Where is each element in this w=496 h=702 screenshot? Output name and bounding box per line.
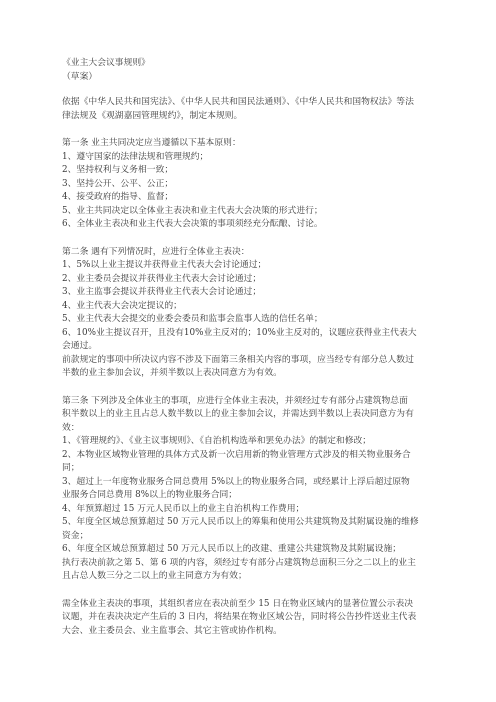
text-line: 3、超过上一年度物业服务合同总费用 5%以上的物业服务合同，或经累计上浮后超过原物 xyxy=(62,476,410,487)
text-line: 半数的业主参加会议，并须半数以上表决同意方为有效。 xyxy=(62,368,282,378)
article-1 xyxy=(62,137,448,232)
text-line: 6、年度全区域总预算超过 50 万元人民币以上的改建、重建公共建筑物及其附属设施； xyxy=(62,544,402,554)
text-line: 1、5%以上业主提议并获得业主代表大会讨论通过； xyxy=(62,260,267,270)
text-line: 律法规及《观湖嘉园管理规约》，制定本规则。 xyxy=(62,110,243,121)
text-line: 4、年预算超过 15 万元人民币以上的业主自治机构工作费用； xyxy=(62,503,305,514)
article-3 xyxy=(62,395,448,584)
text-line: 1、《管理规约》、《业主议事规则》、《自治机构选举和罢免办法》的制定和修改； xyxy=(62,436,372,446)
text-line: 效： xyxy=(62,422,80,433)
text-line: 1、遵守国家的法律法规和管理规约； xyxy=(62,151,209,162)
text-line: 同； xyxy=(62,463,80,473)
text-line: 资金； xyxy=(62,530,89,541)
text-line: 2、本物业区域物业管理的具体方式及新一次启用新的物业管理方式涉及的相关物业服务合 xyxy=(62,449,411,460)
text-line: 且占总人数三分之二以上的业主同意方为有效； xyxy=(62,571,247,581)
text-line: 3、坚持公开、公平、公正； xyxy=(62,178,174,189)
article-2 xyxy=(62,246,448,381)
text-line: 5、业主代表大会提交的业委会委员和监事会监事人选的信任名单； xyxy=(62,314,323,324)
article-heading: 第二条 遇有下列情况时，应进行全体业主表决： xyxy=(62,246,250,257)
article-heading: 第三条 下列涉及全体业主的事项，应进行全体业主表决，并须经过专有部分占建筑物总面 xyxy=(62,395,408,406)
text-line: 2、业主委员会提议并获得业主代表大会讨论通过； xyxy=(62,273,262,284)
article-heading: 第一条 业主共同决定应当遵循以下基本原则： xyxy=(62,138,241,148)
text-line: 4、接受政府的指导、监督； xyxy=(62,192,174,202)
text-line: 依据《中华人民共和国宪法》、《中华人民共和国民法通则》、《中华人民共和国物权法》等法 xyxy=(62,97,414,107)
text-line: 6、10%业主提议召开，且没有10%业主反对的；10%业主反对的，议题应获得业主代表大 xyxy=(62,327,417,338)
closing-paragraph xyxy=(62,598,448,639)
text-line: 议题，并在表决决定产生后的 3 日内，将结果在物业区域公告，同时将公告抄件送业主代表 xyxy=(62,612,417,622)
text-line: 4、业主代表大会决定提议的； xyxy=(62,300,182,311)
text-line: 需全体业主表决的事项，其组织者应在表决前至少 15 日在物业区域内的显著位置公示表决 xyxy=(62,598,414,609)
text-line: 前款规定的事项中所决议内容不涉及下面第三条相关内容的事项，应当经专有部分总人数过 xyxy=(62,354,414,365)
text-line: 会通过。 xyxy=(62,341,98,351)
text-line: 积半数以上的业主且占总人数半数以上的业主参加会议，并需达到半数以上表决同意方为有 xyxy=(62,409,414,419)
text-line: 6、全体业主表决和业主代表大会决策的事项须经充分酝酿、讨论。 xyxy=(62,219,323,229)
text-line: 执行表决前款之第 5、第 6 项的内容，须经过专有部分占建筑物总面积三分之二以上的业主 xyxy=(62,557,416,568)
text-line: 业服务合同总费用 8%以上的物业服务合同； xyxy=(62,490,238,500)
text-line: 5、业主共同决定以全体业主表决和业主代表大会决策的形式进行； xyxy=(62,205,323,216)
text-line: 2、坚持权利与义务相一致； xyxy=(62,165,174,175)
text-line: 3、业主监事会提议并获得业主代表大会讨论通过； xyxy=(62,287,262,297)
text-line: 5、年度全区域总预算超过 50 万元人民币以上的筹集和使用公共建筑物及其附属设施的维修 xyxy=(62,517,419,527)
preamble-paragraph xyxy=(62,96,448,123)
document-title: 《业主大会议事规则》 xyxy=(62,58,150,68)
document-subtitle: （草案） xyxy=(62,71,98,82)
text-line: 大会、业主委员会、业主监事会、其它主管或协作机构。 xyxy=(62,625,282,636)
